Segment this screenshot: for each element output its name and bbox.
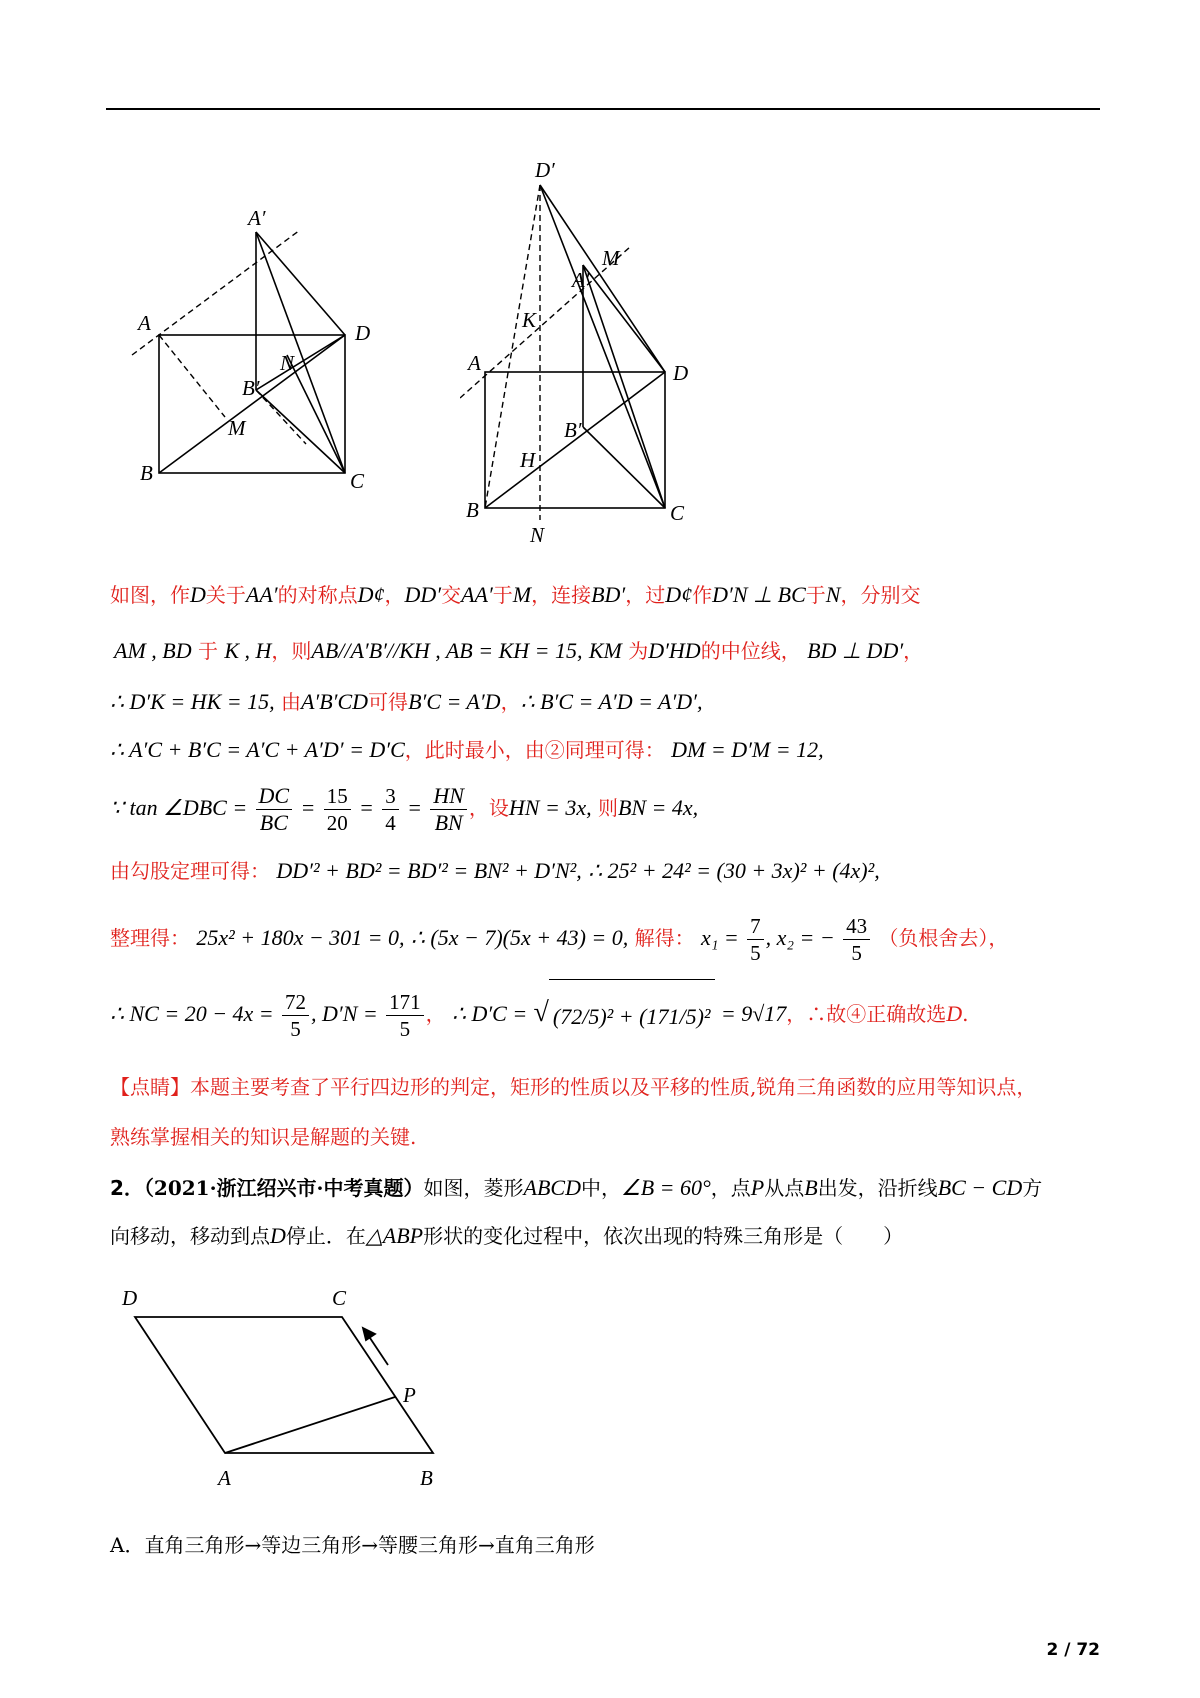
- figure-rhombus: [110, 1280, 470, 1500]
- label-b: B: [140, 461, 153, 485]
- radical-sign: √: [533, 997, 549, 1028]
- label-a: A: [218, 1466, 231, 1490]
- label-a-prime: A′: [572, 268, 590, 292]
- label-b: B: [420, 1466, 433, 1490]
- label-a-prime: A′: [248, 206, 266, 230]
- label-n: N: [530, 523, 545, 545]
- label-d-prime: D′: [535, 158, 555, 182]
- fraction-3-4: $\frac{3}{4}$: [382, 783, 399, 836]
- label-m: M: [602, 246, 620, 270]
- label-d: D: [355, 321, 371, 345]
- label-a: A: [468, 351, 481, 375]
- solution-line-1: 如图，作D关于AA′的对称点D¢，DD′交AA′于M，连接BD′，过D¢作D′N ⊥ BC于N，分别交: [110, 582, 921, 607]
- label-a: A: [138, 311, 151, 335]
- label-m: M: [228, 416, 246, 440]
- radicand: (72/5)² + (171/5)²: [549, 979, 715, 1052]
- solution-line-6: 由勾股定理可得： DD′² + BD² = BD′² = BN² + D′N², ∴ 25² + 24² = (30 + 3x)² + (4x)²,: [110, 858, 880, 883]
- label-d: D: [122, 1286, 138, 1310]
- fraction-171-5: $\frac{171}{5}$: [386, 989, 424, 1042]
- fraction-15-20: $\frac{15}{20}$: [324, 783, 351, 836]
- figure-rectangle-translation-1: [110, 200, 390, 490]
- fraction-43-5: $\frac{43}{5}$: [843, 913, 870, 966]
- solution-line-4: ∴ A′C + B′C = A′C + A′D′ = D′C，此时最小，由②同理可得： DM = D′M = 12,: [110, 737, 824, 762]
- key-point-line-1: 【点睛】本题主要考查了平行四边形的判定，矩形的性质以及平移的性质,锐角三角函数的应用等知识点，: [110, 1075, 1037, 1099]
- label-k: K: [522, 308, 537, 332]
- label-b: B: [466, 498, 479, 522]
- solution-line-5: ∵ tan ∠DBC = $\frac{DC}{BC}$ = $\frac{15}{20}$ = $\frac{3}{4}$ = $\frac{HN}{BN}$ ，设HN = 3x, 则BN = 4x,: [110, 783, 699, 835]
- label-h: H: [520, 448, 536, 472]
- fraction-hn-bn: $\frac{HN}{BN}$: [430, 783, 467, 836]
- label-c: C: [332, 1286, 347, 1310]
- question-2-line-2: 向移动，移动到点D停止．在△ABP形状的变化过程中，依次出现的特殊三角形是（ ）: [110, 1223, 904, 1248]
- question-2-line-1: 2．（2021·浙江绍兴市·中考真题）如图，菱形ABCD中，∠B = 60°，点P从点B出发，沿折线BC − CD方: [110, 1175, 1043, 1200]
- solution-line-2: AM , BD 于 K , H，则AB//A′B′//KH , AB = KH = 15, KM 为D′HD的中位线， BD ⊥ DD′，: [114, 638, 924, 663]
- fraction-dc-bc: $\frac{DC}{BC}$: [256, 783, 293, 836]
- label-b-prime: B′: [242, 376, 260, 400]
- label-c: C: [350, 469, 365, 490]
- label-d: D: [673, 361, 689, 385]
- header-rule: [106, 108, 1100, 110]
- option-a: A．直角三角形→等边三角形→等腰三角形→直角三角形: [110, 1533, 595, 1557]
- label-n: N: [280, 351, 295, 375]
- fraction-7-5: $\frac{7}{5}$: [747, 913, 764, 966]
- label-b-prime: B′: [564, 418, 582, 442]
- page-number: 2 / 72: [1046, 1640, 1100, 1660]
- label-c: C: [670, 501, 685, 525]
- solution-line-3: ∴ D′K = HK = 15, 由A′B′CD可得B′C = A′D，∴ B′C = A′D = A′D′,: [110, 689, 703, 714]
- solution-line-8: ∴ NC = 20 − 4x = $\frac{72}{5}$ , D′N = $\frac{171}{5}$ ， ∴ D′C = √ (72/5)² + (171/5)² = 9√17，∴故④正确故选D.: [110, 978, 969, 1052]
- label-p: P: [403, 1383, 416, 1407]
- solution-line-7: 整理得： 25x² + 180x − 301 = 0, ∴ (5x − 7)(5x + 43) = 0, 解得： x₁ = $\frac{7}{5}$ , x₂ = − $\frac{43}{5}$ （负根舍去），: [110, 914, 1009, 965]
- key-point-line-2: 熟练掌握相关的知识是解题的关键.: [110, 1125, 417, 1149]
- figure-rectangle-translation-2: [460, 155, 720, 545]
- fraction-72-5: $\frac{72}{5}$: [282, 989, 309, 1042]
